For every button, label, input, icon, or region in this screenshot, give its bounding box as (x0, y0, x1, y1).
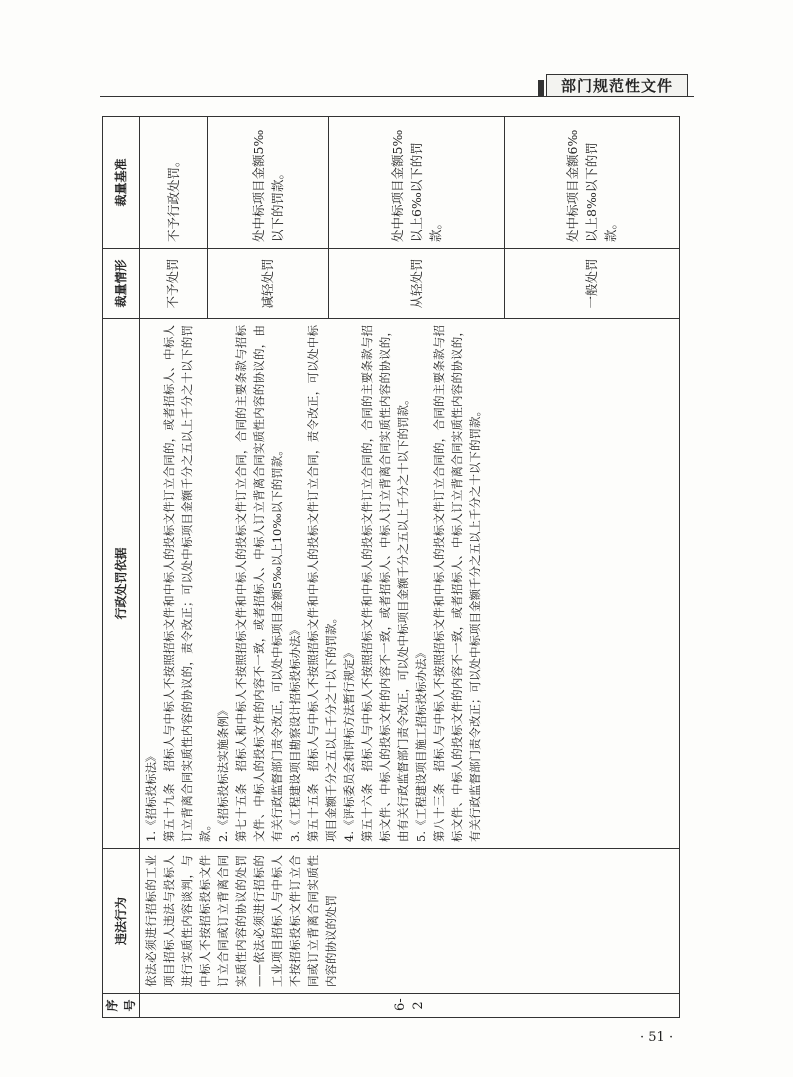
situation-none: 不予处罚 (140, 249, 208, 319)
table-region (102, 117, 680, 1018)
col-header-standard: 裁量基准 (103, 117, 140, 249)
basis-line: 第五十六条 招标人与中标人不按照招标文件和中标人的投标文件订立合同的，合同的主要条款与招标文件、中标人的投标文件的内容不一致，或者招标人、中标人订立背离合同实质性内容的协议的，由有关行政监督部门责令改正，可以处中标项目金额千分之五以上千分之十以下的罚款。 (360, 325, 410, 842)
basis-line: 2.《招标投标法实施条例》 (216, 704, 230, 842)
standard-general: 处中标项目金额6‰以上8‰以下的罚款。 (504, 117, 679, 249)
standard-none: 不予行政处罚。 (140, 117, 208, 249)
basis-line: 第八十三条 招标人与中标人不按照招标文件和中标人的投标文件订立合同的，合同的主要条款与招标文件、中标人的投标文件的内容不一致，或者招标人、中标人订立背离合同实质性内容的协议的，有关行政监督部门责令改正；可以处中标项目金额千分之五以上千分之十以下的罚款。 (432, 325, 482, 842)
penalty-table (102, 116, 680, 1018)
col-header-num: 序号 (103, 994, 140, 1018)
row-number: 6-2 (140, 994, 680, 1018)
basis-line: 3.《工程建设项目勘察设计招标投标办法》 (288, 624, 302, 842)
page-number: · 51 · (640, 1030, 674, 1045)
violation-text: 依法必须进行招标的工业项目招标人违法与投标人进行实质性内容谈判，与中标人不按招标投标文件订立合同或订立背离合同实质性内容的协议的处罚——依法必须进行招标的工业项目招标人与中标人不按招标投标文件订立合同或订立背离合同实质性内容的协议的处罚 (140, 849, 680, 994)
basis-line: 第五十五条 招标人与中标人不按照招标文件和中标人的投标文件订立合同，责令改正，可以处中标项目金额千分之五以上千分之十以下的罚款。 (306, 325, 338, 842)
situation-general: 一般处罚 (504, 249, 679, 319)
col-header-basis: 行政处罚依据 (103, 319, 140, 849)
header-rule (100, 96, 694, 97)
penalty-basis (140, 319, 680, 849)
table-header-row (103, 117, 140, 1018)
rotated-table (102, 117, 680, 1018)
situation-lenient: 从轻处罚 (329, 249, 504, 319)
basis-line: 5.《工程建设项目施工招标投标办法》 (414, 647, 428, 842)
basis-line: 4.《评标委员会和评标方法暂行规定》 (342, 647, 356, 842)
col-header-act: 违法行为 (103, 849, 140, 994)
table-row (140, 117, 208, 1018)
basis-line: 1.《招标投标法》 (144, 750, 158, 842)
basis-line: 第七十五条 招标人和中标人不按照招标文件和中标人的投标文件订立合同，合同的主要条款与招标文件、中标人的投标文件的内容不一致，或者招标人、中标人订立背离合同实质性内容的协议的，由有关行政监督部门责令改正，可以处中标项目金额5‰以上10‰以下的罚款。 (234, 325, 284, 842)
col-header-situation: 裁量情形 (103, 249, 140, 319)
situation-mitigated: 减轻处罚 (207, 249, 329, 319)
section-tag: 部门规范性文件 (546, 74, 688, 96)
standard-mitigated: 处中标项目金额5‰以下的罚款。 (207, 117, 329, 249)
basis-line: 第五十九条 招标人与中标人不按照招标文件和中标人的投标文件订立合同的，或者招标人、中标人订立背离合同实质性内容的协议的，责令改正；可以处中标项目金额千分之五以上千分之十以下的罚款。 (162, 325, 212, 842)
standard-lenient: 处中标项目金额5‰以上6‰以下的罚款。 (329, 117, 504, 249)
